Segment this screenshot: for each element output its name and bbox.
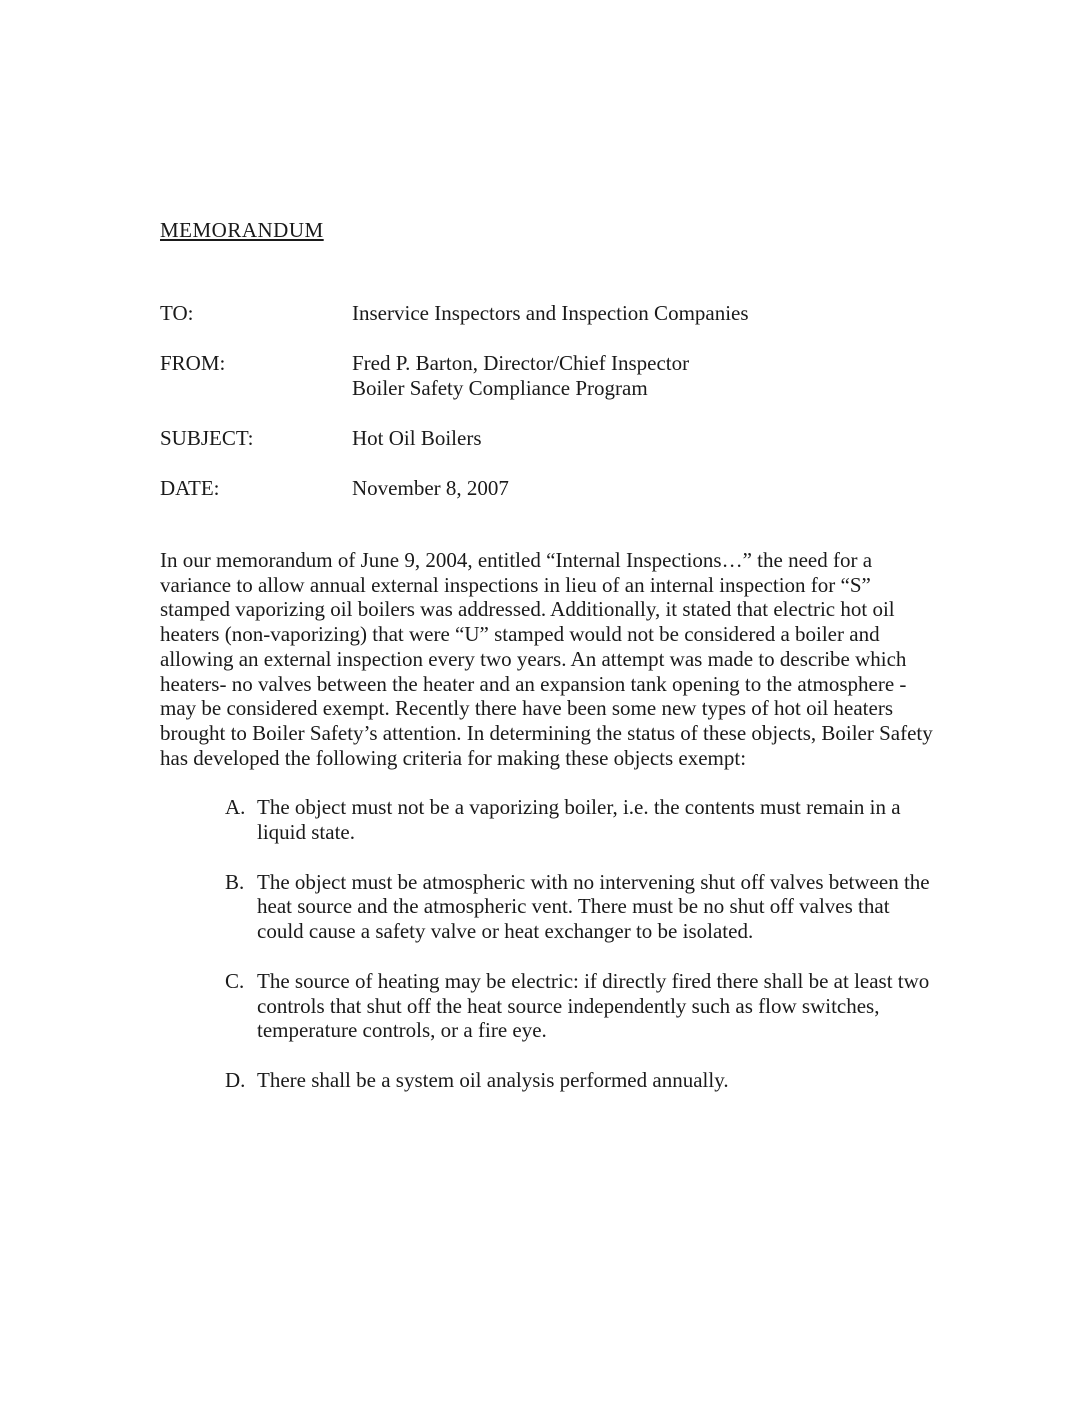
criteria-letter: B. — [225, 869, 245, 894]
memo-body-paragraph: In our memorandum of June 9, 2004, entitled “Internal Inspections…” the need for a variance to allow annual external inspections in lieu of an internal inspection for “S” stamped vaporizing oil boilers was addressed. Additionally, it stated that electric hot oil heaters (non-vaporizing) that were “U” stamped would not be considered a boiler and allowing an external inspection every two years. An attempt was made to describe which heaters- no valves between the heater and an expansion tank opening to the atmosphere - may be considered exempt. Recently there have been some new types of hot oil heaters brought to Boiler Safety’s attention. In determining the status of these objects, Boiler Safety has developed the following criteria for making these objects exempt: — [160, 548, 933, 770]
field-label-subject: SUBJECT: — [160, 426, 254, 450]
criteria-list — [160, 795, 935, 1092]
memo-field-date — [160, 476, 935, 501]
criteria-text: The object must be atmospheric with no intervening shut off valves between the heat source and the atmospheric vent. There must be no shut off valves that could cause a safety valve or heat exchanger to be isolated. — [257, 869, 930, 944]
field-value-subject — [352, 426, 482, 451]
field-value-line: Fred P. Barton, Director/Chief Inspector — [352, 351, 690, 375]
criteria-item-c — [225, 969, 935, 1043]
field-value-to — [352, 301, 749, 326]
field-label-date: DATE: — [160, 476, 220, 500]
criteria-item-d — [225, 1068, 935, 1093]
field-label-to: TO: — [160, 301, 194, 325]
memo-field-subject — [160, 426, 935, 451]
criteria-text: The object must not be a vaporizing boiler, i.e. the contents must remain in a liquid state. — [257, 795, 901, 845]
criteria-item-a — [225, 795, 935, 844]
criteria-text: There shall be a system oil analysis performed annually. — [257, 1067, 729, 1092]
memo-title: MEMORANDUM — [160, 218, 324, 242]
criteria-item-b — [225, 870, 935, 944]
field-value-date — [352, 476, 509, 501]
field-value-line: Boiler Safety Compliance Program — [352, 376, 648, 400]
memo-field-from — [160, 351, 935, 401]
field-value-from — [352, 351, 689, 401]
criteria-letter: D. — [225, 1067, 246, 1092]
criteria-letter: C. — [225, 968, 245, 993]
field-label-from: FROM: — [160, 351, 226, 375]
field-value-line: Inservice Inspectors and Inspection Companies — [352, 301, 749, 325]
criteria-letter: A. — [225, 795, 246, 820]
field-value-line: Hot Oil Boilers — [352, 426, 482, 450]
criteria-text: The source of heating may be electric: if directly fired there shall be at least two controls that shut off the heat source independently such as flow switches, temperature controls, or a fire eye. — [257, 968, 930, 1043]
field-value-line: November 8, 2007 — [352, 476, 509, 500]
memo-content — [160, 218, 935, 1093]
memo-field-to — [160, 301, 935, 326]
